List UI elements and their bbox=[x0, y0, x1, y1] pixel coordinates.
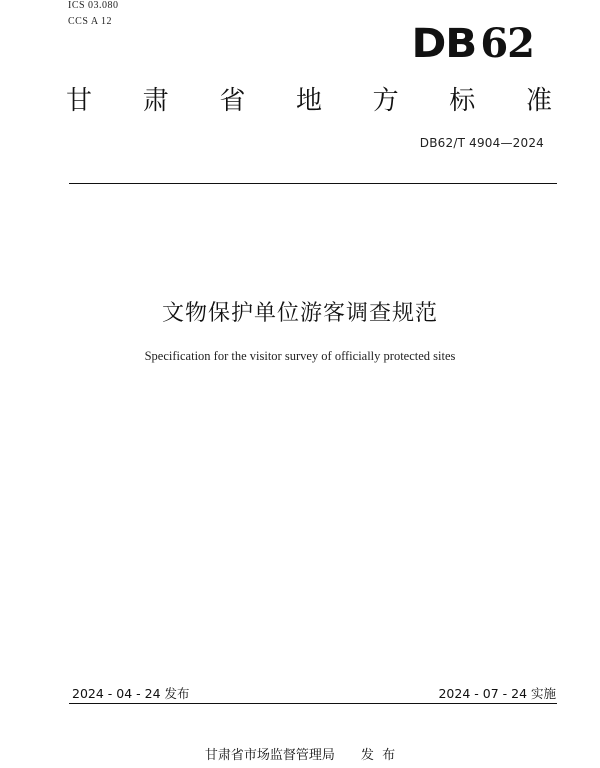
title-chinese: 文物保护单位游客调查规范 bbox=[161, 301, 438, 326]
ics-code: ICS 03.080 bbox=[68, 0, 119, 11]
standard-type-char: 方 bbox=[372, 86, 399, 116]
db-logo-letters: DB bbox=[411, 21, 476, 67]
bottom-divider bbox=[69, 703, 557, 704]
issue-date: 2024 - 04 - 24 发布 bbox=[72, 686, 190, 701]
standard-type-char: 准 bbox=[525, 86, 552, 116]
standard-type-char: 省 bbox=[219, 86, 246, 116]
publisher-line bbox=[0, 744, 600, 763]
publish-action: 发 布 bbox=[360, 748, 396, 763]
db-logo-number: 62 bbox=[480, 20, 534, 67]
implementation-date: 2024 - 07 - 24 实施 bbox=[438, 686, 556, 701]
standard-type-char: 甘 bbox=[66, 86, 93, 116]
db62-logo bbox=[413, 22, 534, 66]
publisher-name: 甘肃省市场监督管理局 bbox=[204, 748, 335, 763]
standard-type-char: 肃 bbox=[142, 86, 169, 116]
standard-type-heading bbox=[66, 84, 552, 118]
title-english: Specification for the visitor survey of officially protected sites bbox=[144, 349, 456, 363]
standard-number: DB62/T 4904—2024 bbox=[419, 136, 544, 150]
standard-type-char: 标 bbox=[449, 86, 476, 116]
standard-type-char: 地 bbox=[295, 86, 322, 116]
ccs-code: CCS A 12 bbox=[68, 16, 113, 27]
top-divider bbox=[69, 183, 557, 184]
